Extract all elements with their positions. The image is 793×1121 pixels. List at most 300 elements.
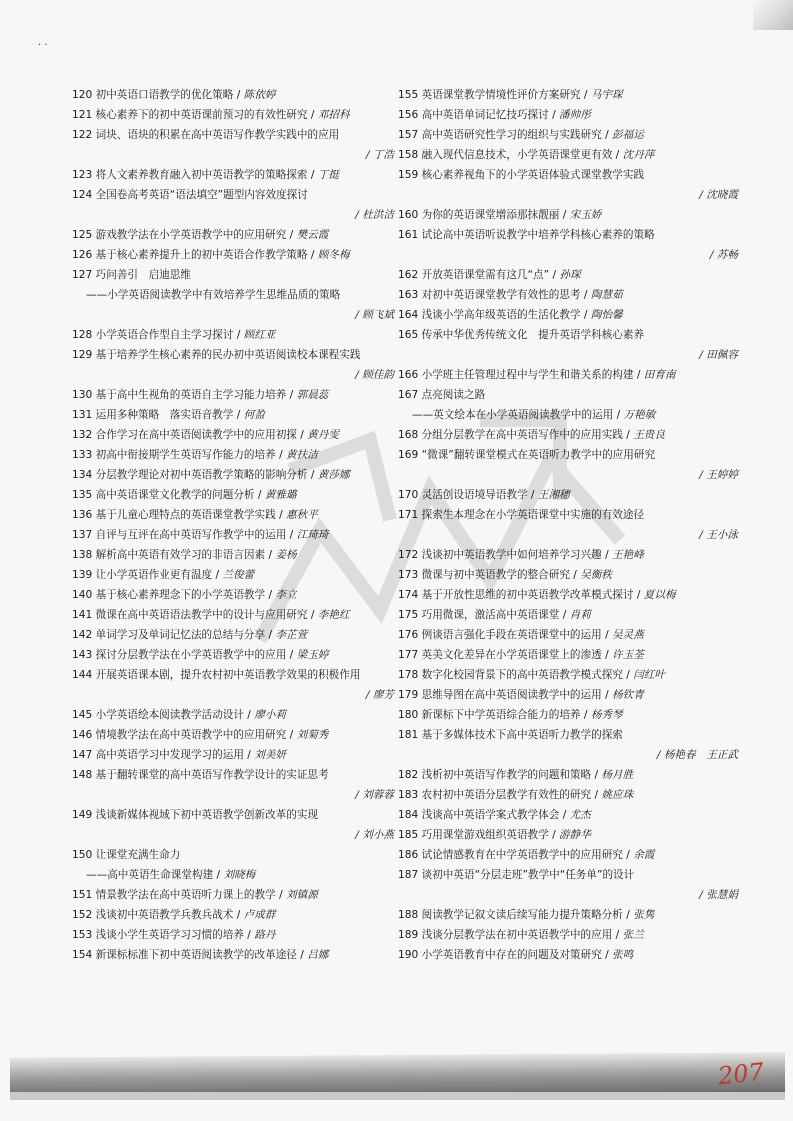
toc-entry: [72, 468, 394, 482]
entry-subtitle: ——小学英语阅读教学中有效培养学生思维品质的策略: [86, 289, 341, 301]
separator: /: [656, 749, 664, 761]
separator: /: [365, 689, 373, 701]
entry-author-right: [398, 348, 738, 362]
entry-number: 147: [72, 749, 93, 761]
toc-entry: [398, 828, 738, 842]
entry-author: 杜洪洁: [362, 209, 394, 221]
entry-author: 黄莎娜: [317, 469, 350, 481]
entry-author: 王贵良: [633, 429, 665, 441]
separator: /: [527, 489, 538, 501]
toc-entry-line: [72, 608, 394, 622]
entry-author: 吕娜: [307, 949, 329, 961]
entry-title: 核心素养视角下的小学英语体验式课堂教学实践: [421, 169, 645, 181]
toc-entry: [72, 248, 394, 262]
toc-entry: [72, 328, 394, 342]
toc-entry-line: [398, 868, 738, 882]
toc-entry-line: [398, 328, 738, 342]
toc-entry: [72, 428, 394, 442]
separator: /: [296, 429, 308, 441]
entry-author-right: [72, 828, 394, 842]
entry-author: 樊云霞: [296, 229, 329, 241]
entry-number: 133: [72, 449, 93, 461]
entry-author: 刘菊秀: [296, 729, 329, 741]
entry-author: 李立: [275, 589, 297, 601]
separator: /: [254, 489, 265, 501]
toc-entry: [72, 128, 394, 162]
entry-subtitle: ——英文绘本在小学英语阅读教学中的运用: [412, 409, 614, 421]
entry-author: 张鸣: [612, 949, 634, 961]
entry-author: 沈丹萍: [622, 149, 655, 161]
toc-entry: [398, 548, 738, 562]
toc-entry-line: [398, 708, 738, 722]
toc-entry: [398, 508, 738, 542]
entry-number: 152: [72, 909, 93, 921]
separator: /: [559, 809, 570, 821]
right-column: [398, 88, 738, 968]
separator: /: [699, 349, 707, 361]
toc-entry-line: [398, 428, 738, 442]
entry-author: 丁浩: [372, 149, 394, 161]
entry-title: 基于开放性思维的初中英语教学改革模式探讨: [421, 589, 634, 601]
toc-entry-line: [72, 168, 394, 182]
entry-number: 134: [72, 469, 93, 481]
separator: /: [286, 729, 297, 741]
entry-number: 180: [398, 709, 419, 721]
entry-number: 170: [398, 489, 419, 501]
toc-entry: [72, 648, 394, 662]
entry-author: 宋玉娇: [569, 209, 602, 221]
entry-title: 阅读教学记叙文读后续写能力提升策略分析: [421, 909, 623, 921]
entry-title: 开展英语课本剧，提升农村初中英语教学效果的积极作用: [95, 669, 361, 681]
toc-entry-line: [72, 908, 394, 922]
entry-number: 174: [398, 589, 419, 601]
entry-title: “微课”翻转课堂模式在英语听力教学中的应用研究: [421, 449, 656, 461]
entry-author-right: [72, 208, 394, 222]
entry-number: 148: [72, 769, 93, 781]
entry-number: 179: [398, 689, 419, 701]
entry-number: 131: [72, 409, 93, 421]
separator: /: [365, 149, 373, 161]
entry-author: 王艳峰: [612, 549, 644, 561]
separator: /: [699, 469, 707, 481]
entry-title: 灵活创设语境导语教学: [421, 489, 528, 501]
entry-number: 150: [72, 849, 93, 861]
entry-title: 基于高中生视角的英语自主学习能力培养: [95, 389, 287, 401]
entry-author: 卢成群: [243, 909, 276, 921]
entry-author: 闫红叶: [633, 669, 665, 681]
toc-entry-line: [72, 548, 394, 562]
entry-title: 基于儿童心理特点的英语课堂教学实践: [95, 509, 276, 521]
toc-entry-line: [72, 88, 394, 102]
entry-author: 沈晓霞: [706, 189, 738, 201]
entry-author: 陶慧茹: [590, 289, 623, 301]
entry-author: 吴灵燕: [612, 629, 644, 641]
separator: /: [355, 829, 363, 841]
toc-entry: [72, 728, 394, 742]
separator: /: [233, 89, 244, 101]
entry-title: 农村初中英语分层教学有效性的研究: [421, 789, 592, 801]
entry-number: 182: [398, 769, 419, 781]
entry-title: 融入现代信息技术，小学英语课堂更有效: [421, 149, 613, 161]
entry-title: 英美文化差异在小学英语课堂上的渗透: [421, 649, 602, 661]
toc-entry-line: [72, 488, 394, 502]
entry-author: 万艳敏: [623, 409, 656, 421]
toc-entry-line: [398, 788, 738, 802]
toc-entry: [72, 608, 394, 622]
toc-entry: [72, 888, 394, 902]
toc-entry-line: [72, 928, 394, 942]
entry-number: 175: [398, 609, 419, 621]
toc-entry-line: [398, 168, 738, 182]
entry-title: 谈初中英语“分层走班”教学中“任务单”的设计: [421, 869, 635, 881]
entry-author: 邓招科: [317, 109, 350, 121]
toc-entry-line: [72, 468, 394, 482]
entry-number: 146: [72, 729, 93, 741]
toc-entry: [398, 428, 738, 442]
entry-title: 小学英语绘本阅读教学活动设计: [95, 709, 244, 721]
toc-entry-line: [72, 708, 394, 722]
toc-entry-line: [72, 248, 394, 262]
entry-title: 小学班主任管理过程中与学生和谐关系的构建: [421, 369, 634, 381]
entry-author: 刘小燕: [362, 829, 394, 841]
separator: /: [591, 789, 602, 801]
toc-entry-line: [398, 848, 738, 862]
scan-bottom-shadow: [10, 1052, 785, 1097]
toc-entry-line: [398, 668, 738, 682]
entry-number: 149: [72, 809, 93, 821]
toc-entry: [72, 528, 394, 542]
toc-entry: [398, 368, 738, 382]
entry-number: 142: [72, 629, 93, 641]
toc-entry: [72, 928, 394, 942]
toc-entry: [72, 408, 394, 422]
entry-title: 浅谈分层教学法在初中英语教学中的应用: [421, 929, 613, 941]
entry-author: 王小泳: [706, 529, 738, 541]
entry-author: 顾佳韵: [362, 369, 394, 381]
separator: /: [243, 709, 255, 721]
entry-author-right: [398, 888, 738, 902]
separator: /: [355, 309, 363, 321]
entry-number: 129: [72, 349, 93, 361]
entry-title: 浅谈高中英语学案式教学体会: [421, 809, 560, 821]
entry-author: 路丹: [254, 929, 276, 941]
toc-entry-line: [72, 448, 394, 462]
entry-author: 顾红亚: [243, 329, 276, 341]
entry-number: 190: [398, 949, 419, 961]
separator: /: [580, 289, 591, 301]
entry-number: 181: [398, 729, 419, 741]
entry-number: 128: [72, 329, 93, 341]
entry-author: 李艳红: [317, 609, 350, 621]
entry-number: 120: [72, 89, 93, 101]
entry-number: 161: [398, 229, 419, 241]
separator: /: [622, 849, 634, 861]
entry-title: 分组分层教学在高中英语写作中的应用实践: [421, 429, 623, 441]
entry-title: 解析高中英语有效学习的非语言因素: [95, 549, 266, 561]
entry-number: 186: [398, 849, 419, 861]
entry-number: 127: [72, 269, 93, 281]
toc-entry: [398, 908, 738, 922]
entry-title: 新课标标准下初中英语阅读教学的改革途径: [95, 949, 297, 961]
entry-title: 初高中衔接期学生英语写作能力的培养: [95, 449, 276, 461]
separator: /: [549, 269, 560, 281]
toc-entry-line: [72, 328, 394, 342]
scan-bottom-edge: [10, 1092, 785, 1100]
toc-entry: [72, 588, 394, 602]
separator: /: [601, 629, 613, 641]
toc-entry-line: [72, 388, 394, 402]
toc-entry: [72, 848, 394, 882]
separator: /: [699, 529, 707, 541]
separator: /: [612, 149, 623, 161]
toc-entry: [72, 568, 394, 582]
entry-title: 浅谈小学高年级英语的生活化教学: [421, 309, 581, 321]
entry-author-right: [72, 688, 394, 702]
separator: /: [286, 649, 297, 661]
entry-title: 对初中英语课堂教学有效性的思考: [421, 289, 581, 301]
entry-title: 开放英语课堂需有这几“点”: [421, 269, 550, 281]
entry-title: 高中英语研究性学习的组织与实践研究: [421, 129, 602, 141]
entry-title: 探索生本理念在小学英语课堂中实施的有效途径: [421, 509, 645, 521]
entry-title: 词块、语块的积累在高中英语写作教学实践中的应用: [95, 129, 340, 141]
entry-number: 141: [72, 609, 93, 621]
entry-number: 154: [72, 949, 93, 961]
separator: /: [622, 669, 634, 681]
toc-entry: [72, 88, 394, 102]
toc-entry-line: [72, 128, 394, 142]
toc-entry: [398, 488, 738, 502]
separator: /: [233, 409, 244, 421]
toc-entry: [398, 708, 738, 722]
toc-entry: [72, 188, 394, 222]
toc-entry-line: [72, 648, 394, 662]
toc-entry: [398, 208, 738, 222]
toc-entry: [72, 808, 394, 842]
toc-entry-line: [72, 568, 394, 582]
toc-entry: [72, 748, 394, 762]
toc-entry-line: [72, 428, 394, 442]
entry-title: 浅谈初中英语教学兵教兵战术: [95, 909, 234, 921]
toc-entry-line: [72, 228, 394, 242]
entry-title: 浅谈新媒体视域下初中英语教学创新改革的实现: [95, 809, 319, 821]
toc-entry: [72, 168, 394, 182]
entry-number: 139: [72, 569, 93, 581]
entry-number: 156: [398, 109, 419, 121]
toc-entry: [398, 808, 738, 822]
entry-author: 王湘穗: [537, 489, 570, 501]
entry-number: 155: [398, 89, 419, 101]
entry-number: 130: [72, 389, 93, 401]
entry-title: 微课与初中英语教学的整合研究: [421, 569, 570, 581]
entry-number: 189: [398, 929, 419, 941]
separator: /: [580, 89, 591, 101]
entry-author: 黄扶洁: [286, 449, 318, 461]
toc-entry-line: [398, 448, 738, 462]
toc-entry-line: [398, 728, 738, 742]
toc-entry: [72, 448, 394, 462]
toc-entry-line: [398, 148, 738, 162]
separator: /: [243, 749, 255, 761]
entry-author: 刘蓉蓉: [362, 789, 394, 801]
entry-author: 潘帅彤: [559, 109, 591, 121]
toc-entry-line: [398, 648, 738, 662]
entry-title: 情境教学法在高中英语教学中的应用研究: [95, 729, 287, 741]
toc-entry-line: [398, 768, 738, 782]
separator: /: [591, 769, 602, 781]
entry-title: 浅谈初中英语教学中如何培养学习兴趣: [421, 549, 602, 561]
toc-entry: [72, 708, 394, 722]
entry-number: 163: [398, 289, 419, 301]
entry-author: 苏畅: [716, 249, 738, 261]
toc-entry: [398, 268, 738, 282]
toc-entry-line: [398, 568, 738, 582]
separator: /: [275, 509, 287, 521]
entry-title: 自评与互评在高中英语写作教学中的运用: [95, 529, 287, 541]
entry-title: 试论高中英语听说教学中培养学科核心素养的策略: [421, 229, 655, 241]
entry-number: 140: [72, 589, 93, 601]
separator: /: [307, 249, 318, 261]
entry-title: 核心素养下的初中英语课前预习的有效性研究: [95, 109, 308, 121]
entry-author: 黄丹雯: [307, 429, 339, 441]
toc-entry: [398, 628, 738, 642]
entry-author: 姜杨: [275, 549, 297, 561]
entry-number: 169: [398, 449, 419, 461]
entry-author: 孙琛: [559, 269, 581, 281]
entry-author: 刘晓梅: [223, 869, 256, 881]
toc-entry: [398, 448, 738, 482]
toc-entry-line: [72, 948, 394, 962]
toc-entry: [398, 108, 738, 122]
entry-author-right: [398, 188, 738, 202]
entry-author: 梁玉婷: [296, 649, 329, 661]
toc-entry-line: [72, 748, 394, 762]
entry-title: 新课标下中学英语综合能力的培养: [421, 709, 581, 721]
toc-entry-line: [72, 268, 394, 282]
entry-title: 点亮阅读之路: [421, 389, 486, 401]
toc-entry-line: [398, 688, 738, 702]
entry-number: 176: [398, 629, 419, 641]
entry-number: 185: [398, 829, 419, 841]
separator: /: [699, 189, 707, 201]
separator: /: [633, 589, 644, 601]
toc-entry-line: [72, 348, 394, 362]
entry-author: 夏以梅: [643, 589, 676, 601]
toc-entry-line: [72, 628, 394, 642]
entry-title: 全国卷高考英语“语法填空”题型内容效度探讨: [95, 189, 308, 201]
entry-title: 数字化校园背景下的高中英语教学模式探究: [421, 669, 623, 681]
entry-number: 159: [398, 169, 419, 181]
entry-title: 小学英语教育中存在的问题及对策研究: [421, 949, 602, 961]
entry-subtitle: ——高中英语生命课堂构建: [86, 869, 214, 881]
entry-title: 基于翻转课堂的高中英语写作教学设计的实证思考: [95, 769, 329, 781]
toc-entry-line: [398, 288, 738, 302]
entry-author: 田佩容: [706, 349, 738, 361]
entry-title: 浅谈小学生英语学习习惯的培养: [95, 929, 244, 941]
toc-entry: [72, 908, 394, 922]
toc-entry-line: [72, 188, 394, 202]
entry-author: 李芷萱: [275, 629, 308, 641]
entry-number: 167: [398, 389, 419, 401]
entry-subtitle-line: [398, 408, 738, 422]
toc-entry: [72, 628, 394, 642]
toc-entry-line: [398, 128, 738, 142]
toc-entry-line: [398, 548, 738, 562]
entry-title: 传承中华优秀传统文化 提升英语学科核心素养: [421, 329, 645, 341]
toc-entry: [398, 228, 738, 262]
entry-title: 将人文素养教育融入初中英语教学的策略探索: [95, 169, 308, 181]
entry-number: 171: [398, 509, 419, 521]
toc-entry: [398, 568, 738, 582]
entry-author: 廖小莉: [254, 709, 287, 721]
entry-title: 例谈语言强化手段在英语课堂中的运用: [421, 629, 602, 641]
entry-author: 吴衡秩: [580, 569, 613, 581]
entry-author: 刘镇源: [286, 889, 318, 901]
separator: /: [601, 649, 613, 661]
toc-entry: [72, 268, 394, 322]
toc-entry-line: [398, 228, 738, 242]
entry-author: 游静华: [559, 829, 591, 841]
entry-author: 肖莉: [569, 609, 591, 621]
entry-number: 162: [398, 269, 419, 281]
separator: /: [548, 109, 560, 121]
entry-author: 张慧娟: [706, 889, 738, 901]
separator: /: [580, 709, 591, 721]
toc-entry-line: [398, 388, 738, 402]
entry-title: 让课堂充满生命力: [95, 849, 181, 861]
entry-number: 160: [398, 209, 419, 221]
toc-entry: [398, 308, 738, 322]
separator: /: [580, 309, 591, 321]
entry-title: 基于培养学生核心素养的民办初中英语阅读校本课程实践: [95, 349, 361, 361]
toc-entry: [72, 948, 394, 962]
separator: /: [569, 569, 581, 581]
entry-author-right: [398, 528, 738, 542]
entry-title: 探讨分层教学法在小学英语教学中的应用: [95, 649, 287, 661]
separator: /: [355, 789, 363, 801]
entry-title: 为你的英语课堂增添那抹靓丽: [421, 209, 560, 221]
entry-title: 高中英语学习中发现学习的运用: [95, 749, 244, 761]
entry-author: 顾飞斌: [362, 309, 394, 321]
toc-entry: [72, 388, 394, 402]
separator: /: [633, 369, 644, 381]
entry-number: 166: [398, 369, 419, 381]
separator: /: [307, 169, 318, 181]
separator: /: [286, 229, 297, 241]
entry-author-right: [72, 788, 394, 802]
entry-title: 情景教学法在高中英语听力课上的教学: [95, 889, 276, 901]
separator: /: [296, 949, 308, 961]
entry-author: 杨秀琴: [590, 709, 623, 721]
entry-number: 164: [398, 309, 419, 321]
entry-author: 余霞: [633, 849, 655, 861]
toc-entry: [72, 228, 394, 242]
entry-number: 126: [72, 249, 93, 261]
entry-number: 122: [72, 129, 93, 141]
scan-corner-shadow: [753, 0, 793, 30]
toc-entry: [72, 668, 394, 702]
entry-title: 基于核心素养理念下的小学英语教学: [95, 589, 266, 601]
toc-entry-line: [398, 488, 738, 502]
toc-entry-line: [398, 608, 738, 622]
separator: /: [601, 689, 613, 701]
entry-number: 165: [398, 329, 419, 341]
separator: /: [307, 469, 318, 481]
entry-number: 132: [72, 429, 93, 441]
entry-number: 158: [398, 149, 419, 161]
separator: /: [286, 529, 297, 541]
entry-number: 145: [72, 709, 93, 721]
toc-entry-line: [72, 668, 394, 682]
